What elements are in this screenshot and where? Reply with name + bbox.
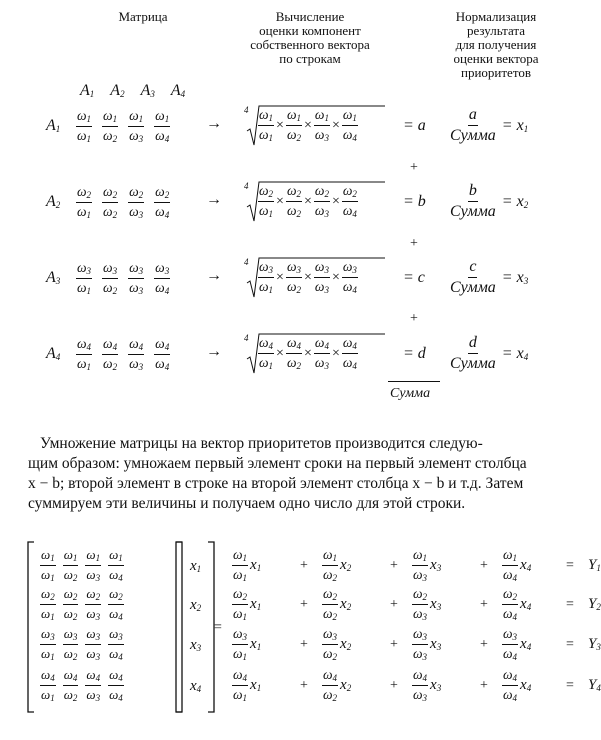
fraction: $\omega_1$ $\omega_1$ — [233, 547, 248, 583]
row-label: $A_2$ — [46, 193, 61, 210]
fraction: $\omega_4$ $\omega_3$ — [86, 667, 101, 703]
fraction: $\frac{\omega_1}{\omega_2}$ — [103, 108, 118, 144]
fraction: $\omega_4$ $\omega_2$ — [323, 667, 338, 703]
fraction: $\frac{\omega_1}{\omega_3}$ — [129, 108, 144, 144]
fraction: $\omega_4$ $\omega_3$ — [413, 667, 428, 703]
fraction: $\frac{\omega_1}{\omega_3}$ — [314, 107, 329, 143]
fraction: $\frac{\omega_2}{\omega_4}$ — [342, 183, 357, 219]
arrow-icon: → — [206, 267, 222, 284]
fraction: $\frac{\omega_3}{\omega_2}$ — [103, 260, 118, 296]
expanded-row: $\omega_1$ $\omega_1$ $x_1$ + $\omega_1$ $\omega_2$ $x_2$ + $\omega_1$ $\omega_3$ $x_3$ + $\omega_1$ $\omega_4$ $x_4$ = $Y_1$ — [233, 547, 601, 583]
fraction: $\omega_3$ $\omega_4$ — [109, 626, 123, 662]
result-value: = b — [403, 193, 426, 210]
fraction: $\frac{\omega_1}{\omega_1}$ — [259, 107, 274, 143]
fraction: $\frac{\omega_4}{\omega_4}$ — [155, 336, 170, 372]
plus-sign: + — [410, 160, 418, 175]
fraction: $\omega_3$ $\omega_2$ — [323, 626, 338, 662]
fraction: $\frac{\omega_3}{\omega_1}$ — [259, 259, 274, 295]
fraction: c Сумма — [450, 258, 496, 296]
fraction: $\frac{\omega_1}{\omega_4}$ — [342, 107, 357, 143]
result-value: = a — [403, 117, 426, 134]
fraction: $\omega_1$ $\omega_4$ — [109, 547, 123, 583]
fraction: $\omega_3$ $\omega_3$ — [413, 626, 428, 662]
matrix-row — [76, 337, 180, 372]
normalize-header: Нормализация результата для получения оценки вектора приоритетов — [453, 9, 539, 80]
root-expression: 4 $\frac{\omega_4}{\omega_1}$ × $\frac{\omega_4}{\omega_2}$ × $\frac{\omega_4}{\omega_3}$ × $\frac{\omega_4}{\omega_4}$ — [244, 331, 358, 371]
equals-sign: = — [214, 620, 222, 635]
vector-element: $x_3$ — [190, 637, 202, 653]
fraction: $\omega_3$ $\omega_1$ — [41, 626, 55, 662]
fraction: $\frac{\omega_1}{\omega_2}$ — [286, 107, 301, 143]
fraction: $\omega_4$ $\omega_4$ — [503, 667, 518, 703]
fraction: $\frac{\omega_4}{\omega_1}$ — [77, 336, 92, 372]
row-label: $A_1$ — [46, 117, 61, 134]
root-expression: 4 $\frac{\omega_2}{\omega_1}$ × $\frac{\omega_2}{\omega_2}$ × $\frac{\omega_2}{\omega_3}$ × $\frac{\omega_2}{\omega_4}$ — [244, 179, 358, 219]
expanded-row: $\omega_4$ $\omega_1$ $x_1$ + $\omega_4$ $\omega_2$ $x_2$ + $\omega_4$ $\omega_3$ $x_3$ + $\omega_4$ $\omega_4$ $x_4$ = $Y_4$ — [233, 667, 601, 703]
arrow-icon: → — [206, 115, 222, 132]
result-value: = d — [403, 345, 426, 362]
fraction: $\omega_2$ $\omega_2$ — [323, 586, 338, 622]
fraction: $\omega_3$ $\omega_1$ — [233, 626, 248, 662]
fraction: $\frac{\omega_2}{\omega_3}$ — [129, 184, 144, 220]
matrix-row — [40, 668, 131, 703]
vector-element: $x_2$ — [190, 597, 202, 613]
fraction: $\frac{\omega_2}{\omega_1}$ — [77, 184, 92, 220]
fraction: $\omega_1$ $\omega_1$ — [41, 547, 55, 583]
fraction: $\frac{\omega_1}{\omega_4}$ — [155, 108, 170, 144]
fraction: $\omega_3$ $\omega_2$ — [63, 626, 78, 662]
fraction: $\frac{\omega_4}{\omega_2}$ — [286, 335, 301, 371]
fraction: $\omega_1$ $\omega_4$ — [503, 547, 518, 583]
fraction: $\frac{\omega_3}{\omega_1}$ — [77, 260, 92, 296]
matrix-row — [76, 185, 180, 220]
matrix-row — [40, 548, 131, 583]
fraction: $\omega_4$ $\omega_4$ — [109, 667, 123, 703]
fraction: $\omega_4$ $\omega_2$ — [63, 667, 78, 703]
fraction: $\frac{\omega_3}{\omega_2}$ — [286, 259, 301, 295]
normalized-value: c Сумма = $x_3$ — [450, 258, 529, 296]
fraction: $\omega_2$ $\omega_3$ — [86, 586, 101, 622]
fraction: b Сумма — [450, 182, 496, 220]
arrow-icon: → — [206, 191, 222, 208]
column-labels: $A_1$ $A_2$ $A_3$ $A_4$ — [80, 82, 186, 99]
fraction: $\frac{\omega_2}{\omega_1}$ — [259, 183, 274, 219]
fraction: $\frac{\omega_2}{\omega_2}$ — [103, 184, 118, 220]
root-expression: 4 $\frac{\omega_3}{\omega_1}$ × $\frac{\omega_3}{\omega_2}$ × $\frac{\omega_3}{\omega_3}$ × $\frac{\omega_3}{\omega_4}$ — [244, 255, 358, 295]
fraction: $\omega_3$ $\omega_4$ — [503, 626, 518, 662]
fraction: $\frac{\omega_4}{\omega_2}$ — [103, 336, 118, 372]
fraction: $\frac{\omega_3}{\omega_4}$ — [342, 259, 357, 295]
fraction: $\omega_2$ $\omega_1$ — [41, 586, 55, 622]
row-label: $A_4$ — [46, 345, 61, 362]
matrix-header: Матрица — [118, 9, 168, 24]
fraction: $\frac{\omega_3}{\omega_3}$ — [314, 259, 329, 295]
compute-header: Вычисление оценки компонент собственного вектора по строкам — [250, 9, 370, 66]
arrow-icon: → — [206, 343, 222, 360]
fraction: $\omega_2$ $\omega_4$ — [503, 586, 518, 622]
result-value: = c — [403, 269, 425, 286]
fraction: $\omega_3$ $\omega_3$ — [86, 626, 101, 662]
fraction: $\omega_4$ $\omega_1$ — [41, 667, 55, 703]
normalized-value: a Сумма = $x_1$ — [450, 106, 529, 144]
normalized-value: b Сумма = $x_2$ — [450, 182, 529, 220]
fraction: $\omega_1$ $\omega_2$ — [63, 547, 78, 583]
fraction: $\frac{\omega_4}{\omega_3}$ — [314, 335, 329, 371]
fraction: d Сумма — [450, 334, 496, 372]
fraction: $\omega_2$ $\omega_2$ — [63, 586, 78, 622]
expanded-row: $\omega_2$ $\omega_1$ $x_1$ + $\omega_2$ $\omega_2$ $x_2$ + $\omega_2$ $\omega_3$ $x_3$ + $\omega_2$ $\omega_4$ $x_4$ = $Y_2$ — [233, 586, 601, 622]
plus-sign: + — [410, 236, 418, 251]
vector-element: $x_4$ — [190, 678, 202, 694]
fraction: $\omega_1$ $\omega_3$ — [86, 547, 101, 583]
matrix-row — [40, 587, 131, 622]
paragraph: Умножение матрицы на вектор приоритетов производится следую- щим образом: умножаем первый элемент сроки на первый элемент столбца x − b; второй элемент в строке на второй элемент столбца x − b и т.д. Затем суммируем эти величины и получаем одно число для этой строки. — [28, 435, 527, 512]
fraction: $\frac{\omega_4}{\omega_3}$ — [129, 336, 144, 372]
expanded-row: $\omega_3$ $\omega_1$ $x_1$ + $\omega_3$ $\omega_2$ $x_2$ + $\omega_3$ $\omega_3$ $x_3$ + $\omega_3$ $\omega_4$ $x_4$ = $Y_3$ — [233, 626, 601, 662]
root-expression: 4 $\frac{\omega_1}{\omega_1}$ × $\frac{\omega_1}{\omega_2}$ × $\frac{\omega_1}{\omega_3}$ × $\frac{\omega_1}{\omega_4}$ — [244, 103, 358, 143]
fraction: $\frac{\omega_1}{\omega_1}$ — [77, 108, 92, 144]
fraction: $\frac{\omega_3}{\omega_3}$ — [129, 260, 144, 296]
vector-element: $x_1$ — [190, 558, 202, 574]
matrix-row — [76, 109, 180, 144]
fraction: $\frac{\omega_2}{\omega_2}$ — [286, 183, 301, 219]
fraction: $\omega_2$ $\omega_3$ — [413, 586, 428, 622]
matrix-row — [40, 627, 131, 662]
row-label: $A_3$ — [46, 269, 61, 286]
sum-label: Сумма — [390, 386, 431, 401]
fraction: $\omega_1$ $\omega_3$ — [413, 547, 428, 583]
fraction: $\frac{\omega_4}{\omega_1}$ — [259, 335, 274, 371]
fraction: $\omega_2$ $\omega_4$ — [109, 586, 123, 622]
fraction: a Сумма — [450, 106, 496, 144]
fraction: $\frac{\omega_4}{\omega_4}$ — [342, 335, 357, 371]
fraction: $\omega_4$ $\omega_1$ — [233, 667, 248, 703]
fraction: $\frac{\omega_3}{\omega_4}$ — [155, 260, 170, 296]
normalized-value: d Сумма = $x_4$ — [450, 334, 529, 372]
fraction: $\omega_2$ $\omega_1$ — [233, 586, 248, 622]
fraction: $\omega_1$ $\omega_2$ — [323, 547, 338, 583]
fraction: $\frac{\omega_2}{\omega_4}$ — [155, 184, 170, 220]
matrix-row — [76, 261, 180, 296]
sum-line — [388, 381, 440, 382]
fraction: $\frac{\omega_2}{\omega_3}$ — [314, 183, 329, 219]
plus-sign: + — [410, 311, 418, 326]
